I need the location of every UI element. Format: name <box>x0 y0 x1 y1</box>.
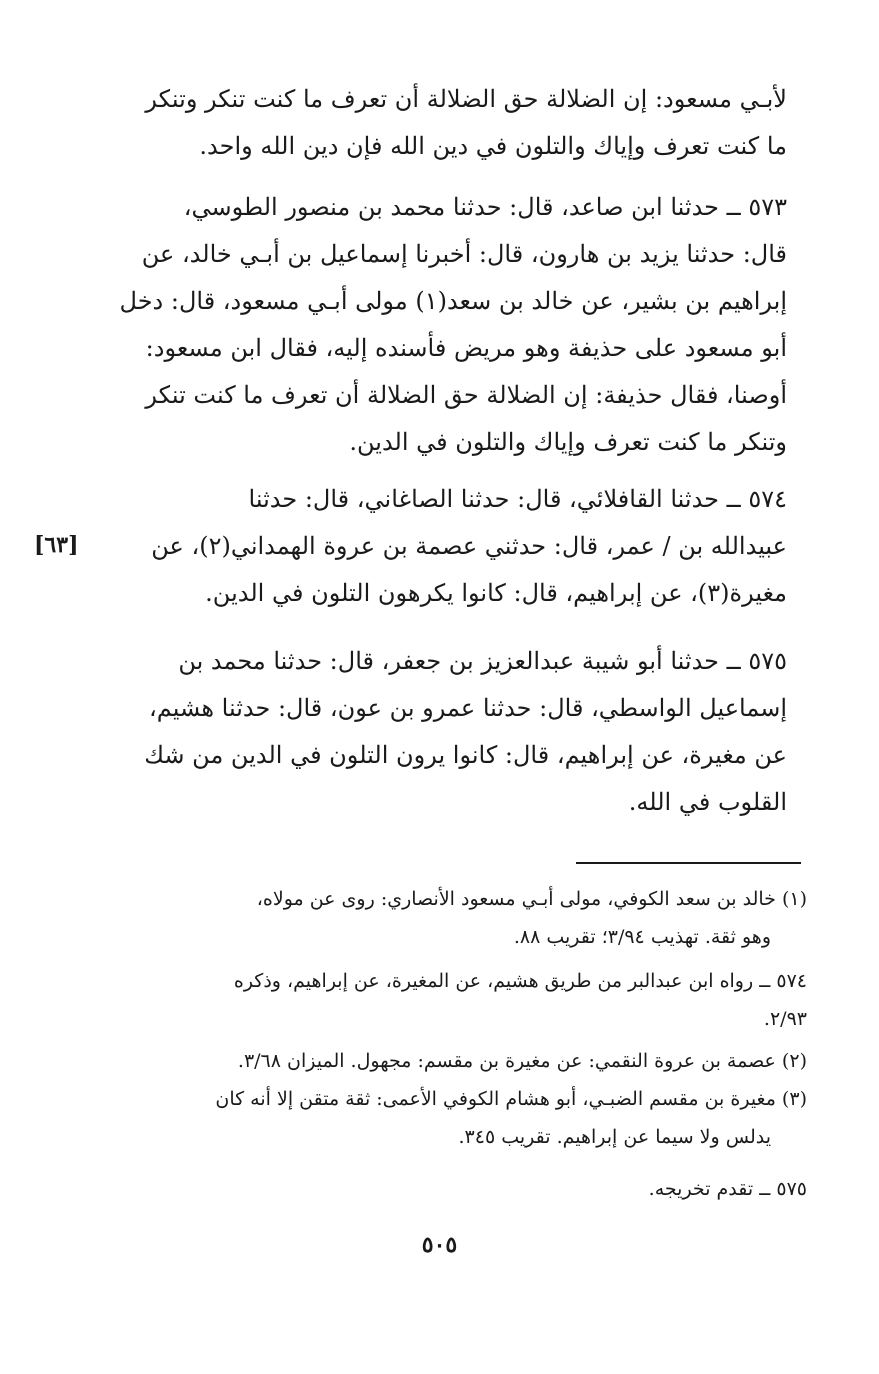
text-line: مغيرة(٣)، عن إبراهيم، قال: كانوا يكرهون التلون في الدين. <box>205 579 787 607</box>
footnote-3 <box>107 1080 807 1156</box>
text-line: عبيدالله بن / عمر، قال: حدثني عصمة بن عروة الهمداني(٢)، عن <box>151 532 787 560</box>
text-line: ٥٧٥ ــ حدثنا أبو شيبة عبدالعزيز بن جعفر، قال: حدثنا محمد بن <box>178 647 787 675</box>
footnote-line: ٥٧٤ ــ رواه ابن عبدالبر من طريق هشيم، عن المغيرة، عن إبراهيم، وذكره <box>233 970 807 992</box>
text-line: عن مغيرة، عن إبراهيم، قال: كانوا يرون التلون في الدين من شك <box>144 741 787 769</box>
text-line: ٥٧٣ ــ حدثنا ابن صاعد، قال: حدثنا محمد بن منصور الطوسي، <box>183 193 787 221</box>
footnote-line: (٢) عصمة بن عروة النقمي: عن مغيرة بن مقسم: مجهول. الميزان ٣/٦٨. <box>237 1050 807 1072</box>
footnote-574 <box>107 962 807 1038</box>
text-line: أبو مسعود على حذيفة وهو مريض فأسنده إليه، فقال ابن مسعود: <box>145 334 787 362</box>
text-line: ما كنت تعرف وإياك والتلون في دين الله فإن دين الله واحد. <box>199 132 787 160</box>
text-line: القلوب في الله. <box>628 788 787 816</box>
text-line: أوصنا، فقال حذيفة: إن الضلالة حق الضلالة أن تعرف ما كنت تنكر <box>145 381 787 409</box>
footnote-1 <box>107 880 807 956</box>
footnote-2 <box>107 1042 807 1080</box>
hadith-575 <box>81 638 787 826</box>
paragraph-continuation <box>81 76 787 170</box>
hadith-574 <box>81 476 787 617</box>
text-line: وتنكر ما كنت تعرف وإياك والتلون في الدين. <box>349 428 787 456</box>
text-line: إسماعيل الواسطي، قال: حدثنا عمرو بن عون، قال: حدثنا هشيم، <box>148 694 787 722</box>
text-line: قال: حدثنا يزيد بن هارون، قال: أخبرنا إسماعيل بن أبـي خالد، عن <box>141 240 787 268</box>
page-number: ٥٠٥ <box>421 1232 458 1258</box>
footnote-line: (٣) مغيرة بن مقسم الضبـي، أبو هشام الكوفي الأعمى: ثقة متقن إلا أنه كان <box>215 1088 807 1110</box>
footnote-line: يدلس ولا سيما عن إبراهيم. تقريب ٣٤٥. <box>458 1126 771 1148</box>
hadith-573 <box>81 184 787 466</box>
footnote-separator <box>576 862 801 864</box>
footnote-line: (١) خالد بن سعد الكوفي، مولى أبـي مسعود الأنصاري: روى عن مولاه، <box>256 888 807 910</box>
text-line: لأبـي مسعود: إن الضلالة حق الضلالة أن تعرف ما كنت تنكر وتنكر <box>145 85 787 113</box>
footnote-575 <box>107 1170 807 1208</box>
manuscript-page-ref: [٦٣] <box>34 532 79 558</box>
text-line: إبراهيم بن بشير، عن خالد بن سعد(١) مولى أبـي مسعود، قال: دخل <box>119 287 787 315</box>
footnote-line: وهو ثقة. تهذيب ٣/٩٤؛ تقريب ٨٨. <box>513 926 771 948</box>
text-line: ٥٧٤ ــ حدثنا القافلائي، قال: حدثنا الصاغاني، قال: حدثنا <box>248 485 787 513</box>
footnote-line: ٢/٩٣. <box>763 1008 807 1030</box>
footnote-line: ٥٧٥ ــ تقدم تخريجه. <box>648 1178 807 1200</box>
